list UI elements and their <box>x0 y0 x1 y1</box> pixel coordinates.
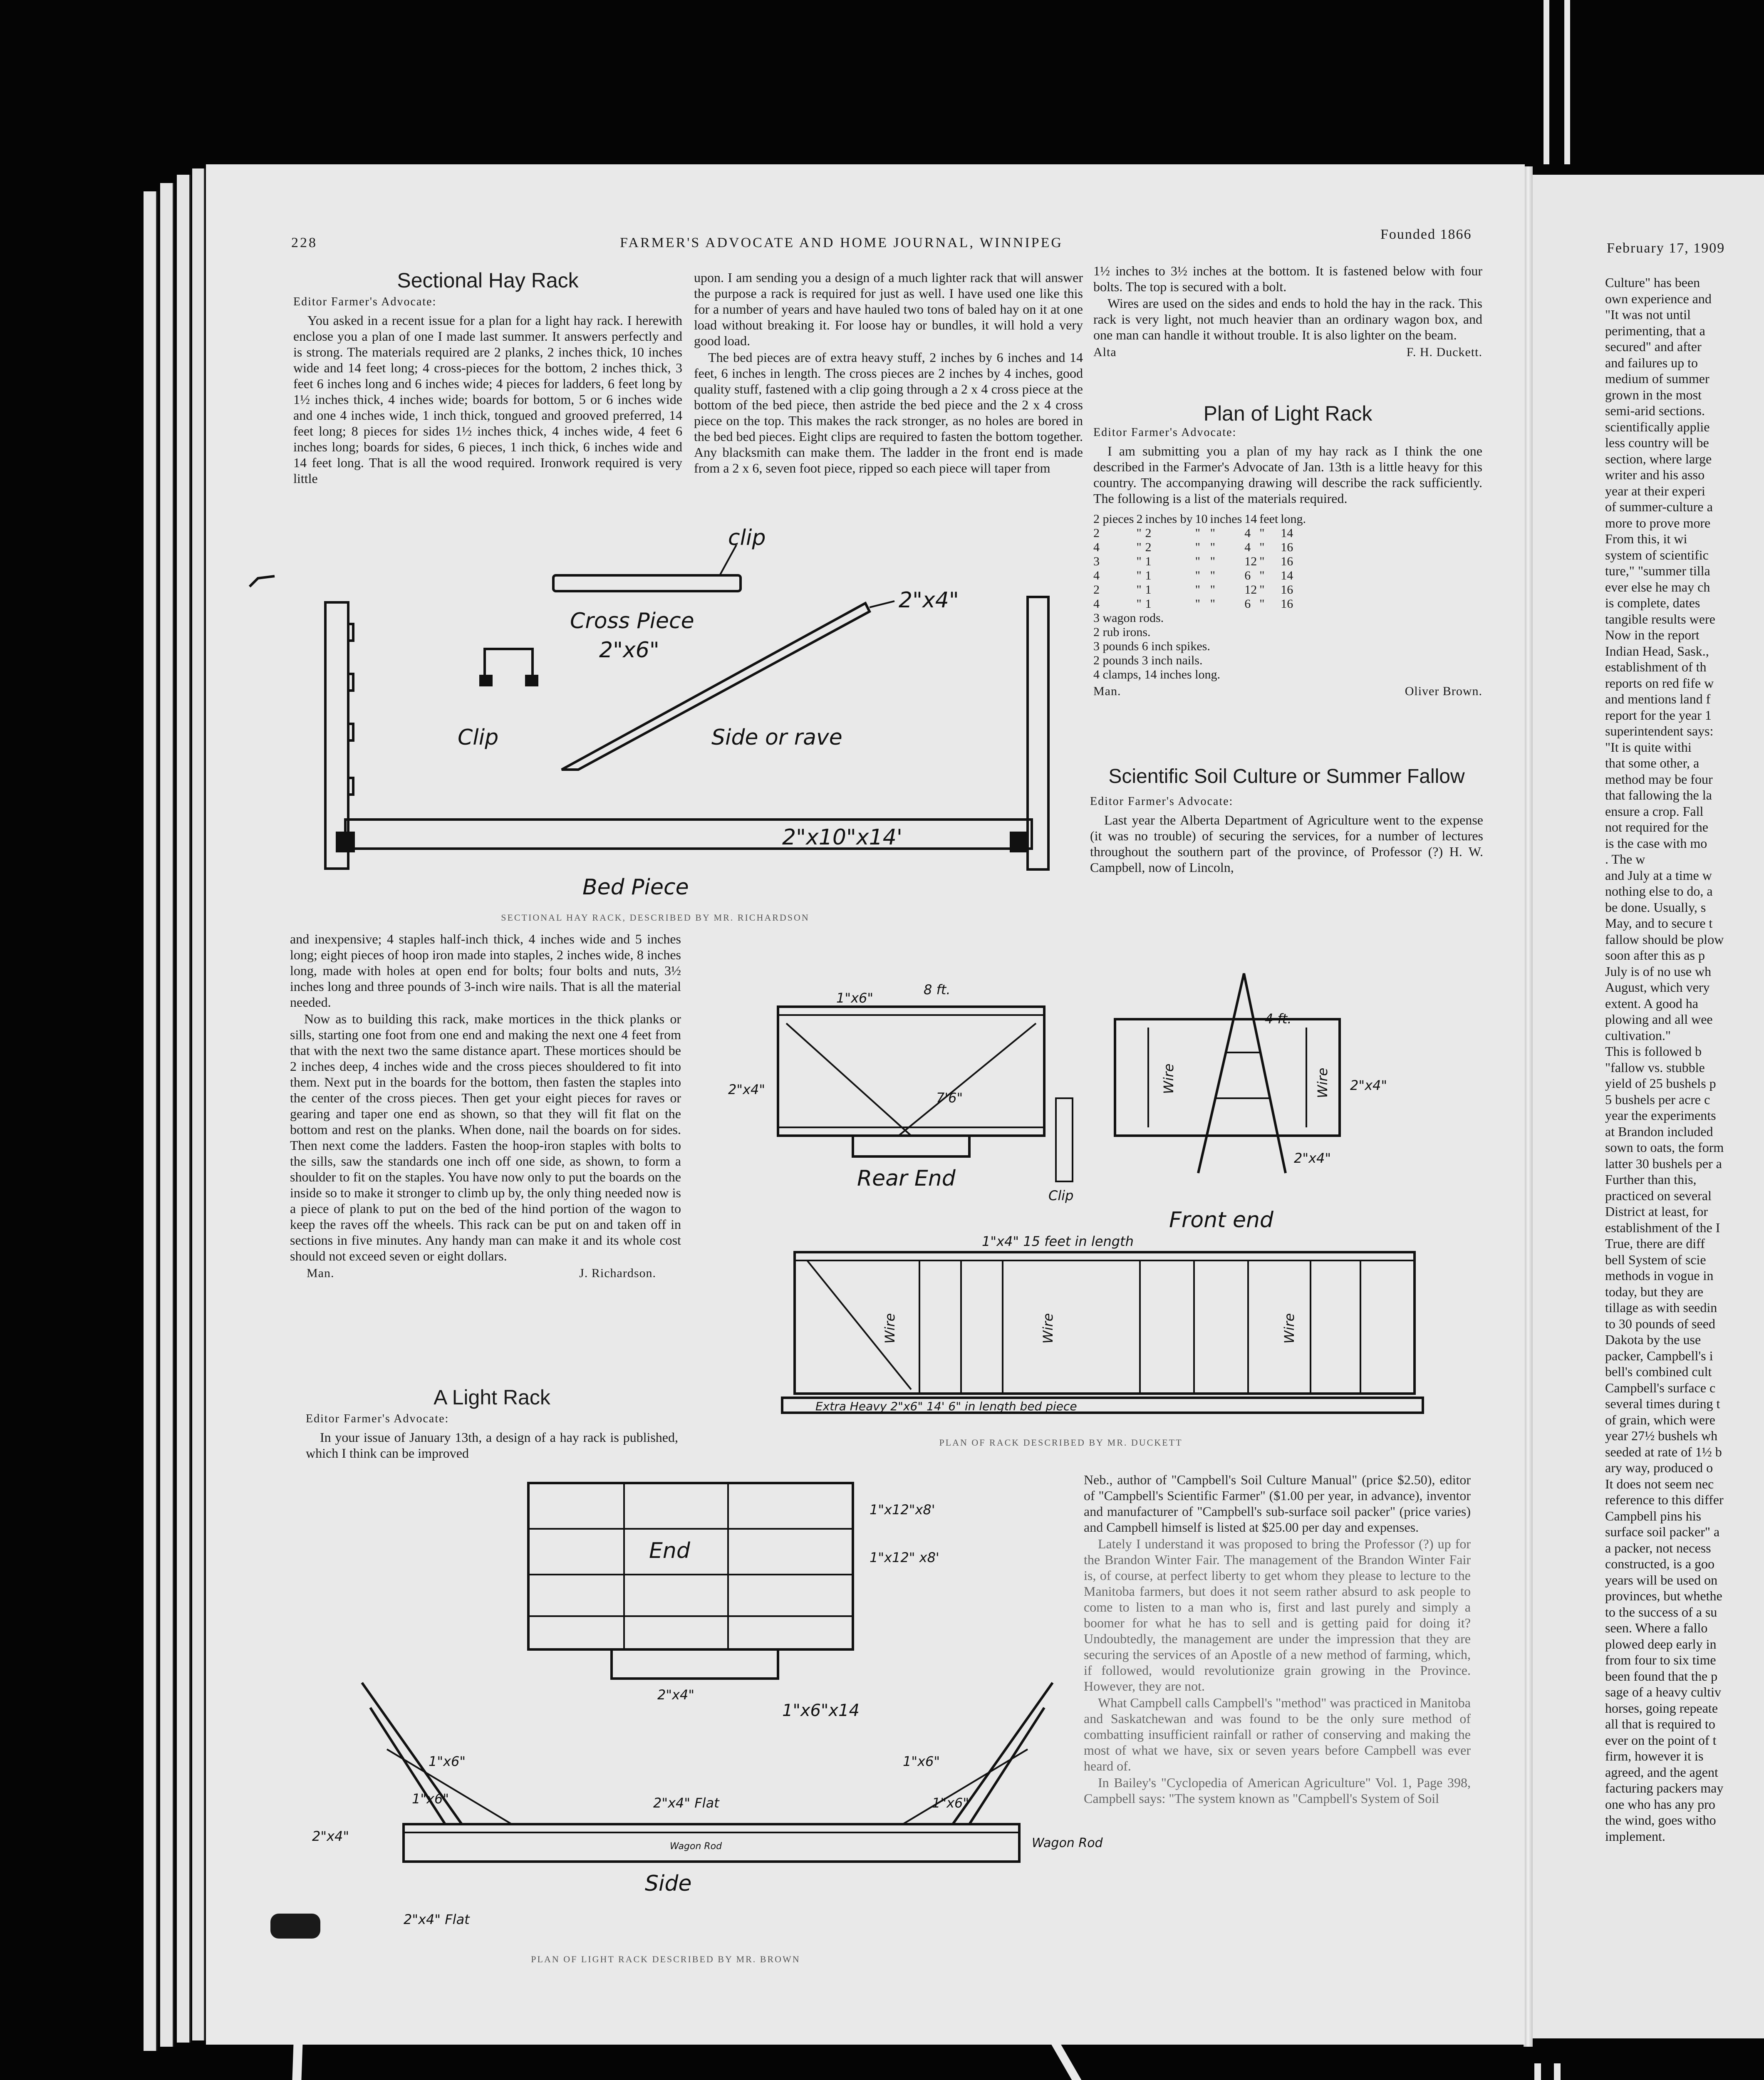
right-page-line: today, but they are <box>1605 1284 1704 1299</box>
light-rack-plan-editor: Editor Farmer's Advocate: <box>1093 426 1237 439</box>
rear-end-base <box>853 1136 969 1156</box>
materials-extra-item: 3 pounds 6 inch spikes. <box>1093 639 1210 653</box>
holding-pin-top-right <box>1544 0 1549 164</box>
right-page-line: plowed deep early in <box>1605 1636 1717 1652</box>
center-gutter <box>1524 166 1533 2047</box>
materials-row <box>1093 583 1308 597</box>
clip-foot <box>481 676 491 685</box>
materials-cell: 12 <box>1244 555 1257 568</box>
materials-cell: 10 <box>1195 512 1208 526</box>
rear-end-brace <box>786 1023 911 1136</box>
materials-cell: " <box>1136 569 1142 582</box>
right-page-line: firm, however it is <box>1605 1748 1704 1763</box>
right-page-line: seeded at rate of 1½ b <box>1605 1444 1722 1459</box>
rave-pointer-line <box>870 601 894 607</box>
duckett-signature <box>1093 344 1482 360</box>
materials-cell: " <box>1259 597 1265 611</box>
bed-piece-label: Bed Piece <box>582 875 689 900</box>
materials-extra-item: 4 clamps, 14 inches long. <box>1093 668 1220 681</box>
right-page-line: District at least, for <box>1605 1204 1708 1219</box>
front-ladder <box>1198 973 1286 1173</box>
right-page-line: establishment of th <box>1605 659 1707 674</box>
materials-extra-item: 2 pounds 3 inch nails. <box>1093 654 1203 667</box>
scientific-article-top <box>1090 765 1483 876</box>
materials-cell: 2 <box>1093 583 1100 597</box>
front-wire-left-label: Wire <box>1161 1063 1177 1094</box>
materials-cell: 1 <box>1145 555 1152 568</box>
materials-cell: 2 <box>1093 526 1100 540</box>
materials-row <box>1093 569 1308 583</box>
brown-flat-label: 2"x4" Flat <box>653 1795 719 1811</box>
clip-u-shape <box>485 649 533 678</box>
brown-end-base <box>612 1649 778 1679</box>
bed-staple <box>337 833 354 851</box>
scientific-paragraph-5: In Bailey's "Cyclopedia of American Agriculture" Vol. 1, Page 398, Campbell says: "The system known as "Campbell's System of Soil <box>1084 1775 1471 1806</box>
book-edge <box>144 191 157 2051</box>
materials-row <box>1093 526 1308 540</box>
materials-row <box>1093 540 1308 555</box>
right-page-line: and mentions land f <box>1605 691 1711 706</box>
materials-cell: 1 <box>1145 597 1152 611</box>
sectional-signature <box>290 1265 681 1281</box>
materials-cell: inches by <box>1145 512 1193 526</box>
right-page-line: and failures up to <box>1605 355 1698 370</box>
materials-cell: " <box>1259 540 1265 554</box>
sectional-article-continued <box>290 931 681 1281</box>
sectional-paragraph-1: You asked in a recent issue for a plan for a light hay rack. I herewith enclose you a plan of one I made last summer. It answers perfectly and is strong. The materials required are 2 planks, 2 inches thick, 10 inches wide and 14 feet long; 4 cross-pieces for the bottom, 2 inches thick, 3 feet 6 inches long and 6 inches wide; 4 pieces for ladders, 6 feet long by 1½ inches thick, 4 inches wide; boards for bottom, 5 or 6 inches wide and one 4 inches wide, 1 inch thick, tongued and grooved preferred, 14 feet long; 8 pieces for sides 1½ inches thick, 4 inches wide, 4 feet 6 inches long; boards for sides, 6 pieces, 1 inch thick, 6 inches wide and 14 feet long. That is all the wood required. Ironwork required is very little <box>293 313 682 486</box>
sectional-article-top <box>293 269 682 487</box>
light-rack-plan-title: Plan of Light Rack <box>1203 402 1373 425</box>
materials-cell: " <box>1259 583 1265 597</box>
right-page-line: years will be used on <box>1605 1572 1718 1587</box>
right-page-line: Culture" has been <box>1605 275 1700 290</box>
right-page-line: surface soil packer" a <box>1605 1524 1720 1539</box>
duckett-paragraph-4: Wires are used on the sides and ends to hold the hay in the rack. This rack is very light, not much heavier than an ordinary wagon box, and one man can handle it without trouble. It is also lighter on the beam. <box>1093 296 1482 342</box>
right-page-line: Dakota by the use <box>1605 1332 1701 1347</box>
sectional-paragraph-2: and inexpensive; 4 staples half-inch thick, 4 inches wide and 5 inches long; eight pieces of hoop iron made into staples, 2 inches wide, 8 inches long, made with holes at open end for bolts; four bolts and nuts, 3½ inches long and three pounds of 3-inch wire nails. That is all the material needed. <box>290 931 681 1010</box>
right-page-line: year the experiments <box>1605 1108 1716 1123</box>
right-page-line: tangible results were <box>1605 611 1715 626</box>
right-page-line: ever on the point of t <box>1605 1732 1717 1748</box>
materials-cell: " <box>1210 555 1215 568</box>
materials-cell: 2 pieces <box>1093 512 1134 526</box>
duckett-article-end <box>1093 263 1482 360</box>
right-page-line: This is followed b <box>1605 1044 1702 1059</box>
side-rave-label: Side or rave <box>711 725 842 750</box>
brown-right-1x6-label-2: 1"x6" <box>932 1795 969 1811</box>
right-page-line: bell's combined cult <box>1605 1364 1712 1379</box>
materials-cell: " <box>1210 583 1215 597</box>
right-page-line: facturing packers may <box>1605 1780 1724 1795</box>
right-page-line: packer, Campbell's i <box>1605 1348 1713 1363</box>
materials-table <box>1093 512 1308 611</box>
right-page-line: provinces, but whethe <box>1605 1588 1722 1603</box>
pencil-mark <box>250 576 275 587</box>
materials-cell: 16 <box>1281 583 1293 597</box>
post-staple <box>348 724 353 740</box>
materials-cell: " <box>1136 583 1142 597</box>
right-page-line: "It was not until <box>1605 307 1691 322</box>
bed-piece-shape <box>345 820 1032 849</box>
materials-cell: 4 <box>1093 569 1100 582</box>
scientific-editor: Editor Farmer's Advocate: <box>1090 795 1234 808</box>
duckett-paragraph-2: The bed pieces are of extra heavy stuff, 2 inches by 6 inches and 14 feet, 6 inches in length. The cross pieces are 2 inches by 4 inches, good quality stuff, fastened with a clip going through a 2 x 4 cross piece at the bottom of the bed piece, then astride the bed piece and the 2 x 4 cross piece on the top. This makes the rack stronger, as no holes are bored in the bed bed pieces. Eight clips are required to fasten the bottom together. Any blacksmith can make them. The ladder in the front end is made from a 2 x 6, seven foot piece, ripped so each piece will taper from <box>694 350 1083 475</box>
duckett-bed-label: Extra Heavy 2"x6" 14' 6" in length bed piece <box>815 1399 1077 1413</box>
right-page-line: secured" and after <box>1605 339 1702 354</box>
right-page-line: "It is quite withi <box>1605 739 1692 755</box>
front-wire-right-label: Wire <box>1315 1067 1330 1098</box>
right-page-line: From this, it wi <box>1605 531 1687 546</box>
materials-cell: 2 <box>1145 526 1152 540</box>
post-staple <box>348 778 353 795</box>
brown-rack-drawing <box>304 1475 1103 1932</box>
materials-cell: " <box>1136 597 1142 611</box>
duckett-author: F. H. Duckett. <box>1406 345 1482 359</box>
right-page-date: February 17, 1909 <box>1607 240 1725 256</box>
bed-staple <box>1011 833 1028 851</box>
light-rack-editor: Editor Farmer's Advocate: <box>306 1412 449 1425</box>
right-page-line: agreed, and the agent <box>1605 1764 1718 1780</box>
right-page-line: to 30 pounds of seed <box>1605 1316 1715 1331</box>
right-page-line: practiced on several <box>1605 1188 1712 1203</box>
light-rack-plan-signature <box>1093 683 1482 699</box>
front-2x4-label: 2"x4" <box>1350 1077 1387 1093</box>
light-rack-plan-article <box>1093 402 1482 699</box>
duckett-rack-drawing <box>720 969 1427 1427</box>
light-rack-title: A Light Rack <box>434 1386 550 1409</box>
book-edge <box>160 183 174 2047</box>
holding-pin-left-tip <box>270 1914 320 1939</box>
materials-cell: 4 <box>1244 540 1251 554</box>
rear-end-frame <box>778 1007 1044 1136</box>
brown-dim-2: 1"x12" x8' <box>870 1550 939 1565</box>
brown-wagon-rod-label: Wagon Rod <box>1032 1836 1103 1850</box>
scientific-paragraph-2: Neb., author of "Campbell's Soil Culture Manual" (price $2.50), editor of "Campbell's Scientific Farmer" ($1.00 per year, in advance), inventor and manufacturer of "Campbell's sub-surface soil packer" (price varies) and Campbell himself is listed at $25.00 per day and expenses. <box>1084 1472 1471 1535</box>
book-edge <box>192 168 205 2040</box>
brown-right-1x6-label: 1"x6" <box>903 1753 940 1769</box>
brown-1x6x14-label: 1"x6"x14 <box>782 1701 860 1720</box>
materials-cell: 16 <box>1281 597 1293 611</box>
materials-cell: " <box>1210 540 1215 554</box>
materials-cell: " <box>1195 526 1200 540</box>
sectional-caption: SECTIONAL HAY RACK, DESCRIBED BY MR. RICHARDSON <box>501 912 810 923</box>
duckett-lengthwise-label: 1"x4" 15 feet in length <box>982 1233 1134 1249</box>
duckett-side-wire-label: Wire <box>882 1313 898 1344</box>
brown-location: Man. <box>1093 684 1121 698</box>
right-page-line: seen. Where a fallo <box>1605 1620 1708 1635</box>
right-page-line: grown in the most <box>1605 387 1702 402</box>
cross-piece-label: Cross Piece <box>570 609 694 634</box>
right-page-line: several times during t <box>1605 1396 1720 1411</box>
founded-note: Founded 1866 <box>1380 227 1472 242</box>
front-end-label: Front end <box>1169 1208 1273 1233</box>
materials-cell: 14 <box>1281 526 1293 540</box>
right-page-column <box>1605 275 1764 1844</box>
materials-cell: " <box>1259 526 1265 540</box>
brown-author: Oliver Brown. <box>1405 684 1482 698</box>
right-page-line: scientifically applie <box>1605 419 1710 434</box>
brown-left-2x4-label: 2"x4" <box>312 1828 349 1844</box>
right-page-line: of summer-culture a <box>1605 499 1713 514</box>
right-page-line: implement. <box>1605 1828 1665 1844</box>
right-page-line: is the case with mo <box>1605 835 1707 851</box>
right-page-line: that fallowing the la <box>1605 787 1712 802</box>
right-page-line: is complete, dates <box>1605 595 1700 610</box>
materials-cell: " <box>1195 583 1200 597</box>
materials-cell: " <box>1259 569 1265 582</box>
brown-left-1x6-label-2: 1"x6" <box>412 1791 449 1807</box>
right-page-line: yield of 25 bushels p <box>1605 1076 1716 1091</box>
duckett-side-wire-label-3: Wire <box>1281 1313 1297 1344</box>
rear-2x4-label: 2"x4" <box>728 1082 766 1097</box>
right-page-line: May, and to secure t <box>1605 916 1713 931</box>
brown-end-label: End <box>649 1538 690 1563</box>
right-page-line: a packer, not necess <box>1605 1540 1711 1555</box>
scientific-paragraph-4: What Campbell calls Campbell's "method" was practiced in Manitoba and Saskatchewan and was found to be the only sure method of combatting insufficient rainfall or rather of conserving and making the most of what we have, six or seven years before Campbell was ever heard of. <box>1084 1695 1471 1773</box>
light-rack-plan-paragraph: I am submitting you a plan of my hay rack as I think the one described in the Farmer's Advocate of Jan. 13th is a little heavy for this country. The accompanying drawing will describe the rack sufficiently. The following is a list of the materials required. <box>1093 443 1482 506</box>
right-page-line: from four to six time <box>1605 1652 1716 1667</box>
right-page-line: section, where large <box>1605 451 1712 466</box>
right-page-line: sage of a heavy cultiv <box>1605 1684 1721 1699</box>
materials-cell: 14 <box>1281 569 1293 582</box>
right-page-line: own experience and <box>1605 291 1712 306</box>
scientific-title: Scientific Soil Culture or Summer Fallow <box>1108 765 1465 787</box>
journal-title: FARMER'S ADVOCATE AND HOME JOURNAL, WINNIPEG <box>620 235 1063 250</box>
brown-end-frame <box>528 1483 853 1649</box>
materials-cell: feet <box>1259 512 1278 526</box>
light-rack-article <box>306 1386 678 1462</box>
right-page-line: . The w <box>1605 852 1645 867</box>
right-page-line: "fallow vs. stubble <box>1605 1060 1705 1075</box>
clip-label: Clip <box>458 725 499 750</box>
duckett-paragraph-1: upon. I am sending you a design of a much lighter rack that will answer the purpose a rack is required for just as well. I have used one like this for a number of years and have hauled two tons of baled hay on it at one load without breaking it. For loose hay or bundles, it will hold a very good load. <box>694 270 1083 348</box>
brown-end-2x4-label: 2"x4" <box>657 1687 695 1703</box>
materials-cell: 4 <box>1093 597 1100 611</box>
front-2x4-bottom-label: 2"x4" <box>1294 1150 1331 1166</box>
right-page-line: constructed, is a goo <box>1605 1556 1715 1571</box>
materials-cell: " <box>1195 540 1200 554</box>
rear-end-label: Rear End <box>857 1166 956 1191</box>
right-page-line: method may be four <box>1605 771 1713 787</box>
right-page-line: report for the year 1 <box>1605 707 1712 723</box>
duckett-paragraph-3: 1½ inches to 3½ inches at the bottom. It is fastened below with four bolts. The top is secured with a bolt. <box>1093 263 1482 294</box>
sectional-paragraph-3: Now as to building this rack, make mortices in the thick planks or sills, starting one foot from one end and making the next one 4 feet from that with the next two the same distance apart. These mortices should be 2 inches deep, 4 inches wide and the cross pieces shouldered to fit into them. Next put in the boards for the bottom, then fasten the staples into the center of the cross pieces. Then get your eight pieces for raves or gearing and taper one end as shown, so that they will fit flat on the bottom and rest on the planks. When done, nail the boards on for sides. Then next come the ladders. Fasten the hoop-iron staples with bolts to the sills, saw the standards one inch off one side, as shown, to form a shoulder to fit on the staples. You have now only to put the boards on the inside so to make it stronger to climb up by, the only thing needed now is a piece of plank to put on the bed of the hind portion of the wagon to keep the raves off the wheels. This rack can be put on and taken off in sections in five minutes. Any handy man can make it and its whole cost should not exceed seven or eight dollars. <box>290 1011 681 1263</box>
right-page-line: and July at a time w <box>1605 867 1712 883</box>
brown-side-label: Side <box>645 1871 692 1896</box>
materials-cell: " <box>1195 569 1200 582</box>
duckett-location: Alta <box>1093 345 1117 359</box>
right-page-line: year at their experi <box>1605 483 1705 498</box>
materials-row <box>1093 555 1308 569</box>
materials-row <box>1093 597 1308 611</box>
right-page-line: system of scientific <box>1605 547 1709 562</box>
right-page-line: August, which very <box>1605 980 1710 995</box>
materials-row <box>1093 512 1308 526</box>
right-page-line: of grain, which were <box>1605 1412 1715 1427</box>
richardson-location: Man. <box>307 1266 334 1280</box>
clip-top-label: clip <box>728 525 766 550</box>
right-page-line: Campbell pins his <box>1605 1508 1702 1523</box>
scientific-paragraph-3: Lately I understand it was proposed to bring the Professor (?) up for the Brandon Winter Fair. The management of the Brandon Winter Fair is, of course, at perfect liberty to get whom they please to lecture to the Manitoba farmers, but does it not seem rather absurd to ask people to come to listen to a man who is, first and last purely and simply a boomer for what he has to sell and is getting paid for doing it? Undoubtedly, the management are under the impression that they are securing the services of an Apostle of a new method of farming, which, if followed, would revolutionize grain growing in the Province. However, they are not. <box>1084 1536 1471 1694</box>
right-page-line: Now in the report <box>1605 627 1700 642</box>
right-page-line: extent. A good ha <box>1605 995 1698 1011</box>
brown-dim-1: 1"x12"x8' <box>870 1502 935 1518</box>
right-page-line: plowing and all wee <box>1605 1012 1713 1027</box>
right-page-line: at Brandon included <box>1605 1124 1713 1139</box>
holding-pin-bottom-right-2 <box>1554 2063 1561 2080</box>
materials-cell: " <box>1195 555 1200 568</box>
sectional-title: Sectional Hay Rack <box>397 269 579 292</box>
post-staple <box>348 674 353 691</box>
right-page-line: ensure a crop. Fall <box>1605 803 1704 819</box>
right-page-line: ary way, produced o <box>1605 1460 1713 1475</box>
page-number: 228 <box>291 235 317 250</box>
right-page-line: tillage as with seedin <box>1605 1300 1717 1315</box>
right-page-line: nothing else to do, a <box>1605 884 1713 899</box>
materials-cell: 12 <box>1244 583 1257 597</box>
right-page-line: It does not seem nec <box>1605 1476 1714 1491</box>
right-page-line: semi-arid sections. <box>1605 403 1705 418</box>
duckett-caption: PLAN OF RACK DESCRIBED BY MR. DUCKETT <box>939 1437 1183 1448</box>
materials-extra-item: 3 wagon rods. <box>1093 611 1164 625</box>
light-rack-paragraph: In your issue of January 13th, a design of a hay rack is published, which I think can be improved <box>306 1430 678 1461</box>
materials-cell: " <box>1195 597 1200 611</box>
right-page-line: latter 30 bushels per a <box>1605 1156 1722 1171</box>
right-page-line: July is of no use wh <box>1605 963 1712 979</box>
right-page-line: all that is required to <box>1605 1716 1715 1731</box>
sectional-rack-drawing <box>245 520 1086 919</box>
materials-cell: " <box>1210 569 1215 582</box>
right-page-line: bell System of scie <box>1605 1252 1706 1267</box>
right-page-line: perimenting, that a <box>1605 323 1705 338</box>
rear-7-6-label: 7'6" <box>936 1090 963 1106</box>
materials-cell: 4 <box>1244 526 1251 540</box>
materials-cell: 6 <box>1244 597 1251 611</box>
right-page-line: horses, going repeate <box>1605 1700 1718 1716</box>
book-edge <box>177 175 191 2043</box>
right-page-line: less country will be <box>1605 435 1709 450</box>
right-page-line: to the success of a su <box>1605 1604 1717 1619</box>
materials-cell: 16 <box>1281 540 1293 554</box>
materials-cell: 16 <box>1281 555 1293 568</box>
duckett-clip-shape <box>1056 1098 1073 1181</box>
right-page-line: sown to oats, the form <box>1605 1140 1724 1155</box>
materials-cell: inches <box>1210 512 1242 526</box>
materials-cell: " <box>1210 597 1215 611</box>
rave-dim-label: 2"x4" <box>899 588 959 613</box>
right-page-line: that some other, a <box>1605 755 1700 770</box>
clip-foot <box>526 676 537 685</box>
materials-cell: long. <box>1281 512 1306 526</box>
materials-extra-item: 2 rub irons. <box>1093 625 1151 639</box>
materials-cell: " <box>1210 526 1215 540</box>
right-page-line: Further than this, <box>1605 1172 1697 1187</box>
right-page-line: 5 bushels per acre c <box>1605 1092 1710 1107</box>
right-page-line: Indian Head, Sask., <box>1605 643 1709 659</box>
brown-left-1x6-label: 1"x6" <box>429 1753 466 1769</box>
right-page-line: ture," "summer tilla <box>1605 563 1710 578</box>
right-page-line: Campbell's surface c <box>1605 1380 1716 1395</box>
materials-cell: 4 <box>1093 540 1100 554</box>
right-page-line: year 27½ bushels wh <box>1605 1428 1718 1443</box>
holding-pin-top-right-2 <box>1564 0 1570 164</box>
right-page-line: more to prove more <box>1605 515 1711 530</box>
materials-cell: 2 <box>1145 540 1152 554</box>
right-page-line: not required for the <box>1605 820 1708 834</box>
materials-cell: " <box>1259 555 1265 568</box>
front-4ft-label: 4 ft. <box>1265 1011 1292 1027</box>
materials-cell: 6 <box>1244 569 1251 582</box>
holding-pin-bottom-right <box>1534 2063 1541 2080</box>
cross-piece-shape <box>553 575 741 591</box>
materials-cell: 14 <box>1244 512 1257 526</box>
brown-caption: PLAN OF LIGHT RACK DESCRIBED BY MR. BROWN <box>531 1954 800 1964</box>
right-page-line: reports on red fife w <box>1605 675 1714 691</box>
materials-extras <box>1093 611 1482 682</box>
bed-dim-label: 2"x10"x14' <box>782 825 903 850</box>
right-page-line: True, there are diff <box>1605 1236 1705 1251</box>
materials-cell: 2 <box>1136 512 1143 526</box>
materials-cell: " <box>1136 540 1142 554</box>
right-page-line: medium of summer <box>1605 371 1709 386</box>
brown-wagon-rod-small: Wagon Rod <box>670 1841 722 1852</box>
right-page-line: reference to this differ <box>1605 1492 1724 1507</box>
rear-1x6-label: 1"x6" <box>836 990 874 1006</box>
right-page-line: soon after this as p <box>1605 948 1705 963</box>
right-page-line: cultivation." <box>1605 1028 1671 1043</box>
materials-cell: 1 <box>1145 569 1152 582</box>
right-page-line: be done. Usually, s <box>1605 899 1706 915</box>
scientific-paragraph-1: Last year the Alberta Department of Agriculture went to the expense (it was no trouble) of securing the services, for a number of lectures throughout the southern part of the province, of Professor (?) H. W. Campbell, now of Lincoln, <box>1090 812 1483 875</box>
brown-bottom-flat-label: 2"x4" Flat <box>404 1912 470 1927</box>
right-page-line: establishment of the I <box>1605 1220 1720 1235</box>
right-page-line: writer and his asso <box>1605 467 1705 482</box>
duckett-article-top <box>694 270 1083 477</box>
right-page-line: one who has any pro <box>1605 1796 1715 1812</box>
right-page-line: superintendent says: <box>1605 723 1714 738</box>
cross-piece-dim-label: 2"x6" <box>599 638 659 663</box>
rear-8ft-label: 8 ft. <box>924 982 951 998</box>
right-page-line: ever else he may ch <box>1605 579 1710 594</box>
right-page-line: methods in vogue in <box>1605 1268 1714 1283</box>
sectional-editor: Editor Farmer's Advocate: <box>293 295 437 308</box>
right-page-line: been found that the p <box>1605 1668 1718 1684</box>
right-page-line: the wind, goes witho <box>1605 1813 1716 1827</box>
richardson-author: J. Richardson. <box>579 1266 656 1280</box>
materials-cell: " <box>1136 526 1142 540</box>
scientific-article-continued <box>1084 1472 1471 1807</box>
materials-cell: 1 <box>1145 583 1152 597</box>
duckett-clip-label: Clip <box>1048 1188 1074 1203</box>
materials-cell: 3 <box>1093 555 1100 568</box>
materials-cell: " <box>1136 555 1142 568</box>
post-staple <box>348 624 353 641</box>
duckett-side-wire-label-2: Wire <box>1040 1313 1056 1344</box>
rear-end-brace <box>899 1023 1036 1136</box>
right-page-line: fallow should be plow <box>1605 931 1724 947</box>
